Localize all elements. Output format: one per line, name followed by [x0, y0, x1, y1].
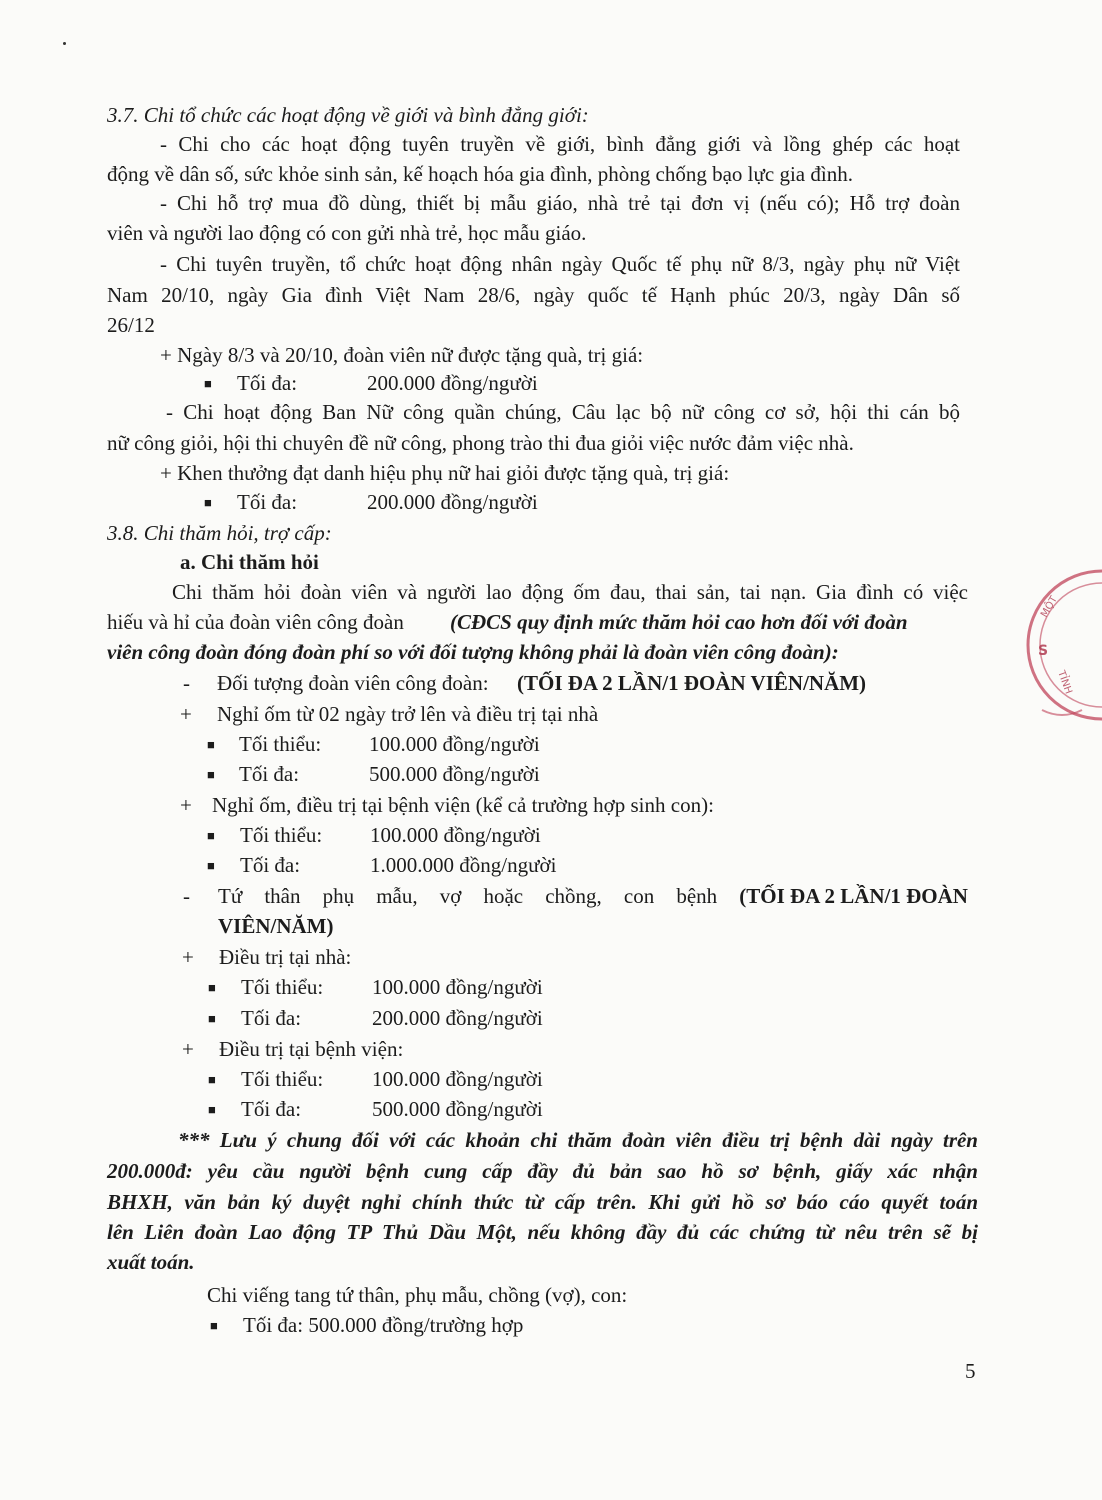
bullet-item	[208, 1064, 216, 1097]
word: Tứ	[218, 884, 243, 908]
bullet-icon: ■	[204, 376, 212, 391]
note-line: 200.000đ: yêu cầu người bệnh cung cấp đầy đủ bản sao hồ sơ bệnh, giấy xác nhận	[107, 1159, 978, 1183]
case-label: Điều trị tại bệnh viện:	[219, 1037, 404, 1061]
amount-value: 100.000 đồng/người	[370, 823, 541, 847]
paragraph-line: - Chi hoạt động Ban Nữ công quần chúng, Câu lạc bộ nữ công cơ sở, hội thi cán bộ	[166, 400, 960, 424]
paragraph-emphasis: viên công đoàn đóng đoàn phí so với đối tượng không phải là đoàn viên công đoàn):	[107, 640, 839, 664]
bullet-item	[208, 972, 216, 1005]
word: mẫu,	[376, 884, 418, 908]
plus-marker: +	[182, 1037, 194, 1061]
amount-label: Tối đa:	[237, 490, 298, 514]
bullet-item	[207, 850, 215, 883]
word: bệnh	[676, 884, 718, 908]
note-line: xuất toán.	[107, 1250, 195, 1274]
paragraph-line: nữ công giỏi, hội thi chuyên đề nữ công, phong trào thi đua giỏi việc nước đảm việc nhà.	[107, 431, 854, 455]
seal-stamp-icon	[1022, 560, 1102, 730]
paragraph-line: Chi thăm hỏi đoàn viên và người lao động ốm đau, thai sản, tai nạn. Gia đình có việc	[172, 580, 968, 604]
amount-label: Tối thiểu:	[241, 1067, 324, 1091]
bullet-item	[207, 759, 215, 792]
case-label: Nghỉ ốm từ 02 ngày trở lên và điều trị tại nhà	[217, 702, 599, 726]
word: vợ	[439, 884, 462, 908]
paragraph-line: - Chi cho các hoạt động tuyên truyền về giới, bình đẳng giới và lồng ghép các hoạt	[160, 132, 960, 156]
paragraph-line: - Chi tuyên truyền, tổ chức hoạt động nhân ngày Quốc tế phụ nữ 8/3, ngày phụ nữ Việt	[160, 252, 960, 276]
svg-text:MỘT: MỘT	[1039, 594, 1060, 620]
section-heading-3-7: 3.7. Chi tổ chức các hoạt động về giới và bình đẳng giới:	[107, 103, 589, 127]
bullet-item	[208, 1003, 216, 1036]
paragraph-line: 26/12	[107, 313, 155, 337]
gift-line: + Ngày 8/3 và 20/10, đoàn viên nữ được tặng quà, trị giá:	[160, 343, 644, 367]
svg-text:S: S	[1038, 643, 1049, 659]
page-number: 5	[965, 1359, 976, 1383]
case-label: Nghỉ ốm, điều trị tại bệnh viện (kể cả trường hợp sinh con):	[212, 793, 714, 817]
paragraph-line: hiếu và hỉ của đoàn viên công đoàn	[107, 610, 404, 634]
amount-label: Tối đa:	[237, 371, 298, 395]
bullet-item	[207, 729, 215, 762]
amount-label: Tối thiểu:	[240, 823, 323, 847]
note-line: *** Lưu ý chung đối với các khoản chi thăm đoàn viên điều trị bệnh dài ngày trên	[178, 1128, 978, 1152]
amount-value: 100.000 đồng/người	[372, 975, 543, 999]
bullet-icon: ■	[207, 737, 215, 752]
dash-marker: -	[183, 884, 190, 908]
member-limit: (TỐI ĐA 2 LẦN/1 ĐOÀN VIÊN/NĂM)	[517, 671, 867, 695]
bullet-item	[208, 1094, 216, 1127]
family-limit: (TỐI ĐA 2 LẦN/1 ĐOÀN	[739, 884, 968, 908]
bullet-item	[204, 487, 212, 520]
note-line: BHXH, văn bản ký duyệt nghỉ chính thức từ cấp trên. Khi gửi hồ sơ báo cáo quyết toán	[107, 1190, 978, 1214]
subheading-a: a. Chi thăm hỏi	[180, 550, 319, 574]
paragraph-line: - Chi hỗ trợ mua đồ dùng, thiết bị mẫu giáo, nhà trẻ tại đơn vị (nếu có); Hỗ trợ đoàn	[160, 191, 960, 215]
amount-label: Tối đa:	[239, 762, 300, 786]
amount-value: 200.000 đồng/người	[367, 371, 538, 395]
bullet-icon: ■	[207, 767, 215, 782]
member-label: Đối tượng đoàn viên công đoàn:	[217, 671, 489, 695]
word: phụ	[322, 884, 355, 908]
note-line: lên Liên đoàn Lao động TP Thủ Dầu Một, nếu không đầy đủ các chứng từ nêu trên sẽ bị	[107, 1220, 978, 1244]
amount-value: 100.000 đồng/người	[372, 1067, 543, 1091]
bullet-icon: ■	[207, 858, 215, 873]
paragraph-line: Nam 20/10, ngày Gia đình Việt Nam 28/6, ngày quốc tế Hạnh phúc 20/3, ngày Dân số	[107, 283, 960, 307]
funeral-line: Chi viếng tang tứ thân, phụ mẫu, chồng (vợ), con:	[207, 1283, 628, 1307]
amount-label: Tối thiểu:	[239, 732, 322, 756]
amount-label: Tối đa:	[241, 1097, 302, 1121]
bullet-icon: ■	[208, 1102, 216, 1117]
bullet-item	[207, 820, 215, 853]
section-heading-3-8: 3.8. Chi thăm hỏi, trợ cấp:	[107, 521, 332, 545]
bullet-icon: ■	[204, 495, 212, 510]
dash-marker: -	[183, 671, 190, 695]
bullet-icon: ■	[210, 1318, 218, 1333]
amount-value: 1.000.000 đồng/người	[370, 853, 557, 877]
family-line	[218, 881, 968, 911]
paragraph-emphasis: (CĐCS quy định mức thăm hỏi cao hơn đối với đoàn	[450, 610, 908, 634]
bullet-icon: ■	[208, 1072, 216, 1087]
amount-value: 500.000 đồng/người	[369, 762, 540, 786]
bullet-icon: ■	[208, 980, 216, 995]
word: hoặc	[483, 884, 524, 908]
amount-value: 200.000 đồng/người	[372, 1006, 543, 1030]
amount-label: Tối đa:	[241, 1006, 302, 1030]
gift-line: + Khen thưởng đạt danh hiệu phụ nữ hai giỏi được tặng quà, trị giá:	[160, 461, 730, 485]
paragraph-line: viên và người lao động có con gửi nhà trẻ, học mẫu giáo.	[107, 221, 587, 245]
paragraph-line: động về dân số, sức khỏe sinh sản, kế hoạch hóa gia đình, phòng chống bạo lực gia đình.	[107, 162, 853, 186]
svg-text:TỈNH: TỈNH	[1055, 669, 1074, 696]
word: thân	[264, 884, 301, 908]
plus-marker: +	[182, 945, 194, 969]
word: con	[623, 884, 655, 908]
amount-value: 100.000 đồng/người	[369, 732, 540, 756]
bullet-icon: ■	[208, 1011, 216, 1026]
amount-label: Tối đa:	[240, 853, 301, 877]
amount-value: 200.000 đồng/người	[367, 490, 538, 514]
word: chồng,	[545, 884, 602, 908]
funeral-amount: Tối đa: 500.000 đồng/trường hợp	[243, 1313, 524, 1337]
amount-label: Tối thiểu:	[241, 975, 324, 999]
bullet-item	[210, 1310, 218, 1343]
family-limit-cont: VIÊN/NĂM)	[218, 914, 334, 938]
plus-marker: +	[180, 793, 192, 817]
scan-speck	[63, 42, 66, 45]
case-label: Điều trị tại nhà:	[219, 945, 352, 969]
bullet-icon: ■	[207, 828, 215, 843]
amount-value: 500.000 đồng/người	[372, 1097, 543, 1121]
plus-marker: +	[180, 702, 192, 726]
